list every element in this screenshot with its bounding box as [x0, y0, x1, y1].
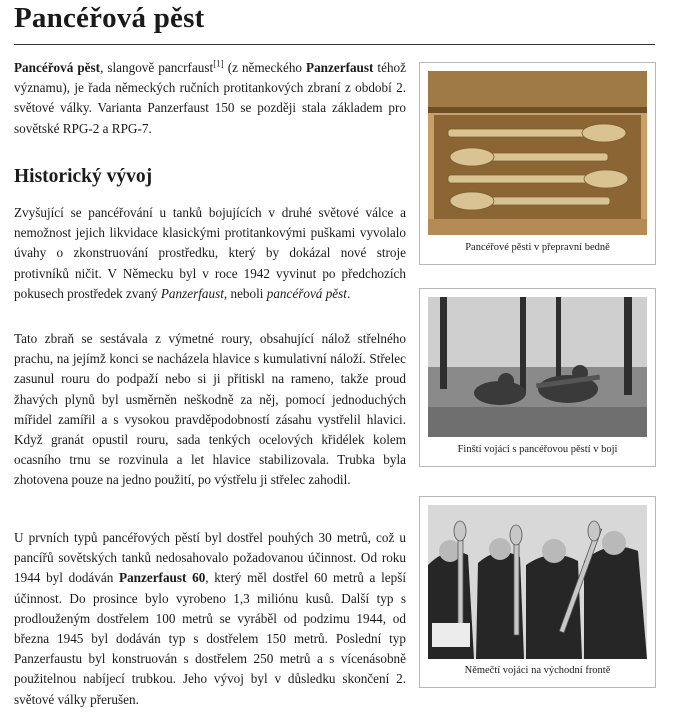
history-p3-text: U prvních typů pancéřových pěstí byl dostřel pouhých 30 metrů, což u pancířů sovětských tanků nedosahovalo požadovanou účinnost. Od roku 1944 byl dodáván	[14, 530, 406, 586]
finnish-soldiers-image	[428, 297, 647, 437]
caption-german-soldiers: Němečtí vojáci na východní frontě	[464, 665, 611, 676]
history-p1-end: .	[346, 285, 351, 301]
history-paragraph-3	[14, 528, 406, 710]
history-p1-joiner: , neboli	[223, 285, 267, 301]
intro-term: Pancéřová pěst	[14, 60, 101, 75]
figure-crate	[419, 62, 656, 265]
history-p1-text: Zvyšující se pancéřování u tanků bojujících v druhé světové válce a nemožnost jejich likvidace klasickými protitankovými puškami vyvolalo úvahy o zkonstruování prostředku, který by dokázal nové stroje protivníků ničit. V Německu byl v roce 1942 vyvinut po předchozích pokusech prostředek zvaný	[14, 205, 406, 301]
caption-crate: Pancéřové pěsti v přepravní bedně	[465, 242, 610, 253]
history-p3-rest: , který měl dostřel 60 metrů a lepší účinnost. Do prosince bylo vyrobeno 1,3 miliónu kusů. Další typ s prodlouženým dostřelem 100 metrů se vyráběl od podzimu 1944, od března 1945 byl dodáván typ s dostřelem 150 metrů. Poslední typ Panzerfaustu byl konstruován s dostřelem 250 metrů a s vícenásobně použitelnou nabíjecí trubkou. Jeho vývoj byl v důsledku skončení 2. světové války přerušen.	[14, 570, 406, 707]
history-section	[14, 203, 406, 304]
section-heading-history: Historický vývoj	[14, 166, 153, 187]
intro-paren: (z německého	[223, 60, 307, 75]
page-title: Pancéřová pěst	[14, 2, 205, 34]
history-p3-strong: Panzerfaust 60	[119, 570, 206, 586]
reference-link[interactable]: [1]	[213, 58, 224, 69]
crate-image	[428, 71, 647, 235]
history-section-3	[14, 528, 406, 710]
photo-crate[interactable]	[428, 71, 647, 235]
history-paragraph-2: Tato zbraň se sestávala z výmetné roury, obsahující nálož střelného prachu, na jejímž konci se nacházela hlavice s kumulativní náloží. Střelec zasunul rouru do podpaží nebo si ji přitiskl na rameno, takže proud žhavých plynů byl usměrněn neškodně za něj, pomocí jednoduchých mířidel zamířil a s vysokou pravděpodobností zásahu vystřelil hlavici. Když granát opustil rouru, sada tenkých ocelových křidélek kolem ocasního trnu se rozvinula a let hlavice stabilizovala. Trubka byla zhotovena pouze na jedno použití, po výstřelu ji střelec zahodil.	[14, 331, 406, 488]
intro-text: téhož významu), je řada německých ručních protitankových zbraní z období 2. světové války. Varianta Panzerfaust 150 se později stala základem pro sovětské RPG-2 a RPG-7.	[14, 60, 406, 136]
figure-finnish-soldiers	[419, 288, 656, 467]
history-section-2	[14, 329, 406, 491]
intro-section	[14, 58, 406, 139]
intro-german-term: Panzerfaust	[306, 60, 374, 75]
history-paragraph-1	[14, 203, 406, 304]
caption-finnish-soldiers: Finští vojáci s pancéřovou pěstí v boji	[457, 444, 618, 455]
photo-german-soldiers[interactable]	[428, 505, 647, 659]
photo-finnish-soldiers[interactable]	[428, 297, 647, 437]
history-p1-term-cz: pancéřová pěst	[266, 285, 347, 301]
intro-paragraph	[14, 58, 406, 139]
title-divider	[14, 44, 655, 45]
history-p1-term: Panzerfaust	[160, 285, 224, 301]
intro-slang: , slangově pancrfaust	[100, 60, 214, 75]
german-soldiers-image	[428, 505, 647, 659]
figure-german-soldiers	[419, 496, 656, 688]
